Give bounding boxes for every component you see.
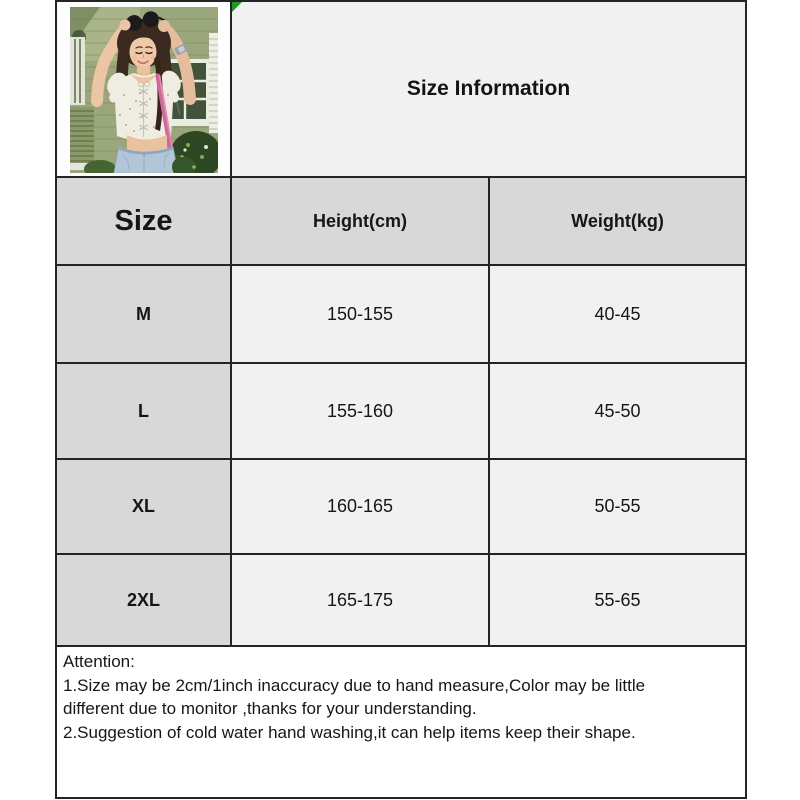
attention-line: 2.Suggestion of cold water hand washing,it can help items keep their shape. xyxy=(63,722,636,742)
attention-line: different due to monitor ,thanks for your understanding. xyxy=(63,699,477,718)
attention-line: 1.Size may be 2cm/1inch inaccuracy due to hand measure,Color may be little xyxy=(63,675,646,695)
model-photo-cell xyxy=(56,1,231,177)
column-header-row xyxy=(56,177,746,265)
left-window xyxy=(70,37,85,105)
size-label-m: M xyxy=(56,265,231,363)
attention-row xyxy=(56,646,746,798)
table-row-2xl xyxy=(56,554,746,646)
cell-flag-triangle xyxy=(232,2,242,12)
louver-shutter xyxy=(70,107,98,170)
size-table xyxy=(55,0,747,799)
header-row xyxy=(56,1,746,177)
height-value-xl: 160-165 xyxy=(231,459,489,554)
weight-value-m: 40-45 xyxy=(489,265,746,363)
size-label-l: L xyxy=(56,363,231,459)
attention-title: Attention: xyxy=(63,652,135,671)
column-header-size: Size xyxy=(56,177,231,265)
attention-note xyxy=(56,646,746,798)
table-row-xl xyxy=(56,459,746,554)
weight-value-l: 45-50 xyxy=(489,363,746,459)
height-value-m: 150-155 xyxy=(231,265,489,363)
size-label-xl: XL xyxy=(56,459,231,554)
table-row-l xyxy=(56,363,746,459)
size-information-header-cell xyxy=(231,1,746,177)
column-header-weight: Weight(kg) xyxy=(489,177,746,265)
height-value-l: 155-160 xyxy=(231,363,489,459)
table-row-m xyxy=(56,265,746,363)
column-header-height: Height(cm) xyxy=(231,177,489,265)
size-label-2xl: 2XL xyxy=(56,554,231,646)
size-information-title: Size Information xyxy=(406,77,571,100)
height-value-2xl: 165-175 xyxy=(231,554,489,646)
weight-value-2xl: 55-65 xyxy=(489,554,746,646)
weight-value-xl: 50-55 xyxy=(489,459,746,554)
model-photo xyxy=(70,7,218,173)
